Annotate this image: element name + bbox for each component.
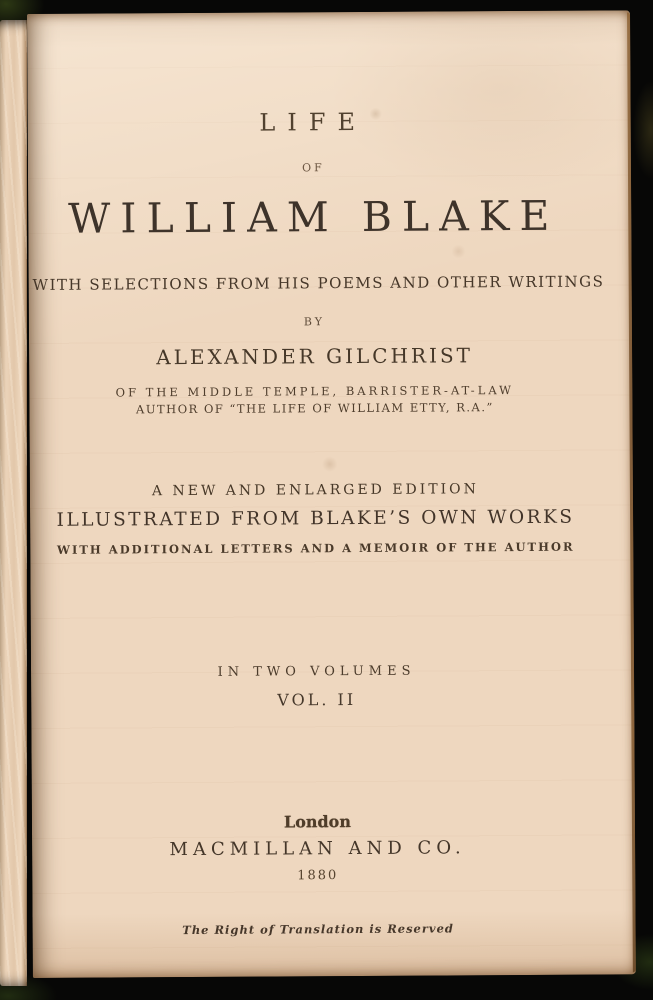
publisher-name: MACMILLAN AND CO. (169, 837, 466, 861)
page-fore-edge (627, 12, 636, 972)
subtitle: WITH SELECTIONS FROM HIS POEMS AND OTHER WRITINGS (32, 272, 605, 294)
additional-content-note: WITH ADDITIONAL LETTERS AND A MEMOIR OF THE AUTHOR (56, 539, 575, 557)
imprint-city: London (283, 812, 352, 832)
rights-notice: The Right of Translation is Reserved (182, 921, 454, 938)
author-name: ALEXANDER GILCHRIST (156, 343, 474, 370)
volumes-statement: IN TWO VOLUMES (217, 663, 416, 680)
illustration-note: ILLUSTRATED FROM BLAKE’S OWN WORKS (56, 506, 575, 531)
facing-page-edge (0, 20, 27, 986)
series-title: LIFE (259, 107, 368, 137)
book-title-page (27, 10, 636, 978)
volume-number: VOL. II (277, 690, 357, 710)
of-label: OF (302, 161, 325, 175)
main-title: WILLIAM BLAKE (68, 191, 560, 243)
publication-year: 1880 (297, 868, 339, 884)
edition-statement: A NEW AND ENLARGED EDITION (151, 481, 479, 500)
by-label: BY (303, 315, 326, 329)
author-prior-work: AUTHOR OF “THE LIFE OF WILLIAM ETTY, R.A.” (135, 400, 494, 417)
author-credentials: OF THE MIDDLE TEMPLE, BARRISTER-AT-LAW (115, 383, 515, 400)
